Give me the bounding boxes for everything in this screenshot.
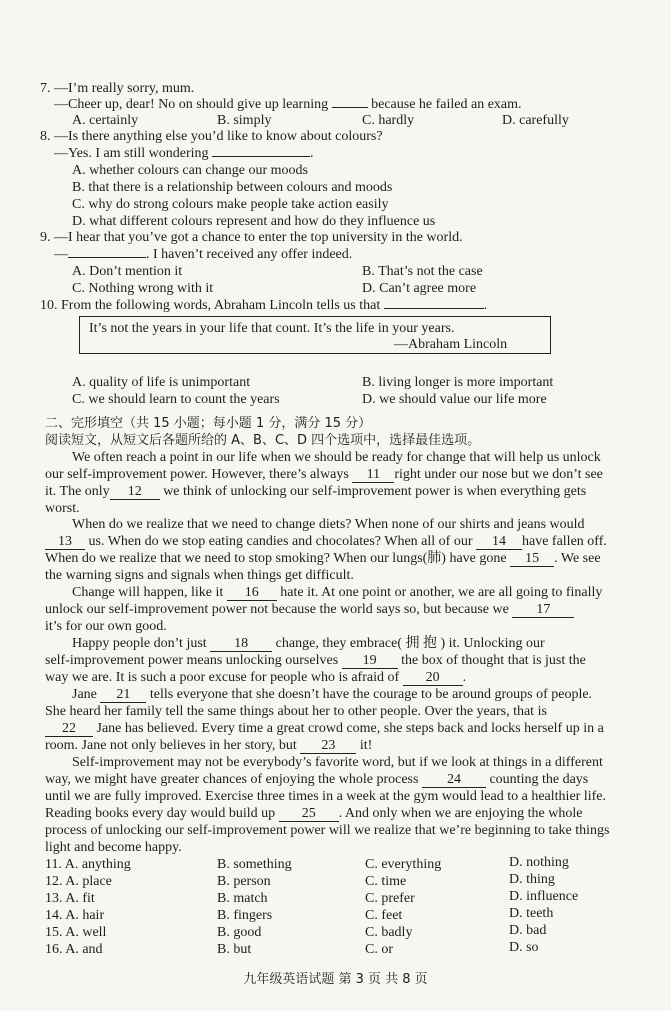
q9-option-b: B. That’s not the case [362, 264, 483, 279]
passage-line: unlock our self-improvement power not because the world says so, but because we 17 [45, 601, 574, 618]
q7-blank [332, 107, 368, 108]
page-footer: 九年级英语试题 第 3 页 共 8 页 [243, 972, 428, 987]
passage-line: room. Jane not only believes in her story, but 23 it! [45, 738, 373, 753]
option-12-b: B. person [217, 874, 271, 889]
passage-line: 13 us. When do we stop eating candies and chocolates? When all of our 14 have fallen off. [45, 533, 607, 550]
passage-line: worst. [45, 501, 80, 516]
option-16-b: B. but [217, 942, 252, 957]
option-16-a: 16. A. and [45, 942, 103, 957]
q7-option-a: A. certainly [72, 113, 139, 128]
option-14-a: 14. A. hair [45, 908, 105, 923]
passage-line: self-improvement power means unlocking ourselves 19 the box of thought that is just the [45, 653, 586, 668]
passage-line: until we are fully improved. Exercise three times in a week at the gym would lead to a healthier life. [45, 789, 606, 804]
q9-option-c: C. Nothing wrong with it [72, 281, 214, 296]
q9-option-d: D. Can’t agree more [362, 281, 477, 296]
option-12-d: D. thing [509, 872, 555, 887]
blank-12: 12 [110, 484, 160, 500]
q8-stem: 8. —Is there anything else you’d like to know about colours? [40, 129, 383, 144]
option-12-a: 12. A. place [45, 874, 112, 889]
q7-text-a: —Cheer up, dear! No on should give up learning [54, 97, 329, 112]
q8-option-a: A. whether colours can change our moods [72, 163, 308, 178]
blank-22: 22 [45, 721, 93, 737]
passage-line: 22 Jane has believed. Every time a great crowd come, she steps back and locks herself up in a [45, 720, 604, 737]
passage-line: When do we realize that we need to change diets? When none of our shirts and jeans would [72, 517, 585, 532]
blank-15: 15 [510, 551, 554, 567]
option-13-c: C. prefer [365, 891, 415, 906]
q10-stem-line: 10. From the following words, Abraham Lincoln tells us that . [40, 298, 488, 313]
passage-line: We often reach a point in our life when we should be ready for change that will help us unlock [72, 450, 601, 465]
q8-blank [212, 156, 310, 157]
q10-option-a: A. quality of life is unimportant [72, 375, 251, 390]
passage-line: our self-improvement power. However, there’s always 11 right under our nose but we don’t see [45, 467, 603, 482]
passage-line: Happy people don’t just 18 change, they embrace( 拥 抱 ) it. Unlocking our [72, 636, 545, 651]
q9-text: . I haven’t received any offer indeed. [146, 247, 353, 262]
option-14-d: D. teeth [509, 906, 554, 921]
q8-line2: —Yes. I am still wondering . [54, 146, 314, 161]
option-11-a: 11. A. anything [45, 857, 131, 872]
option-13-d: D. influence [509, 889, 579, 904]
passage-line: it’s for our own good. [45, 619, 167, 634]
option-15-c: C. badly [365, 925, 413, 940]
option-15-d: D. bad [509, 923, 547, 938]
blank-16: 16 [227, 585, 277, 601]
option-13-a: 13. A. fit [45, 891, 95, 906]
option-13-b: B. match [217, 891, 268, 906]
blank-20: 20 [403, 670, 463, 686]
option-11-c: C. everything [365, 857, 442, 872]
blank-25: 25 [279, 806, 339, 822]
option-12-c: C. time [365, 874, 407, 889]
passage-line: way, we might have greater chances of enjoying the whole process 24 counting the days [45, 772, 589, 787]
passage-line: When do we realize that we need to stop smoking? When our lungs(肺) have gone 15 . We see [45, 551, 601, 566]
passage-line: Jane 21 tells everyone that she doesn’t have the courage to be around groups of people. [72, 687, 593, 702]
q7-stem: 7. —I’m really sorry, mum. [40, 81, 195, 96]
passage-line: way we are. It is such a poor excuse for people who is afraid of 20 . [45, 670, 467, 685]
q9-blank [68, 257, 146, 258]
blank-18: 18 [210, 636, 272, 652]
blank-21: 21 [100, 687, 146, 703]
blank-11: 11 [352, 467, 394, 483]
q8-text: —Yes. I am still wondering [54, 146, 209, 161]
option-11-d: D. nothing [509, 855, 569, 870]
passage-line: light and become happy. [45, 840, 182, 855]
q10-stem: 10. From the following words, Abraham Lincoln tells us that [40, 298, 381, 313]
option-16-c: C. or [365, 942, 393, 957]
q7-text-b: because he failed an exam. [371, 97, 522, 112]
option-16-d: D. so [509, 940, 539, 955]
passage-line: process of unlocking our self-improvement power will we realize that we’re beginning to take things [45, 823, 610, 838]
q7-option-b: B. simply [217, 113, 272, 128]
q9-stem: 9. —I hear that you’ve got a chance to enter the top university in the world. [40, 230, 463, 245]
q8-option-b: B. that there is a relationship between colours and moods [72, 180, 393, 195]
q10-option-b: B. living longer is more important [362, 375, 554, 390]
lincoln-author: —Abraham Lincoln [394, 337, 508, 352]
q7-option-c: C. hardly [362, 113, 415, 128]
q10-option-d: D. we should value our life more [362, 392, 547, 407]
passage-line: it. The only 12 we think of unlocking our self-improvement power is when everything gets [45, 484, 587, 499]
blank-14: 14 [476, 534, 522, 550]
q10-option-c: C. we should learn to count the years [72, 392, 280, 407]
passage-line: Self-improvement may not be everybody’s favorite word, but if we look at things in a different [72, 755, 603, 770]
passage-line: Reading books every day would build up 25 . And only when we are enjoying the whole [45, 806, 583, 821]
q8-option-d: D. what different colours represent and how do they influence us [72, 214, 436, 229]
q9-line2: — . I haven’t received any offer indeed. [54, 247, 353, 262]
q10-blank [384, 308, 484, 309]
option-14-c: C. feet [365, 908, 403, 923]
option-14-b: B. fingers [217, 908, 273, 923]
section2-title: 二、完形填空（共 15 小题；每小题 1 分，满分 15 分） [45, 416, 372, 431]
blank-19: 19 [342, 653, 398, 669]
q7-line2 [54, 96, 522, 113]
option-15-a: 15. A. well [45, 925, 107, 940]
option-11-b: B. something [217, 857, 292, 872]
blank-24: 24 [422, 772, 486, 788]
section2-instruction: 阅读短文，从短文后各题所给的 A、B、C、D 四个选项中，选择最佳选项。 [45, 433, 481, 448]
option-15-b: B. good [217, 925, 262, 940]
passage-line: She heard her family tell the same things about her to other people. Over the years, that is [45, 704, 547, 719]
q7-option-d: D. carefully [502, 113, 569, 128]
q8-option-c: C. why do strong colours make people take action easily [72, 197, 389, 212]
passage-line: the warning signs and signals when things get difficult. [45, 568, 354, 583]
blank-17: 17 [512, 602, 574, 618]
passage-line: Change will happen, like it 16 hate it. At one point or another, we are all going to finally [72, 585, 603, 600]
lincoln-quote: It’s not the years in your life that count. It’s the life in your years. [89, 321, 455, 336]
blank-23: 23 [300, 738, 356, 754]
q9-option-a: A. Don’t mention it [72, 264, 183, 279]
blank-13: 13 [45, 534, 85, 550]
